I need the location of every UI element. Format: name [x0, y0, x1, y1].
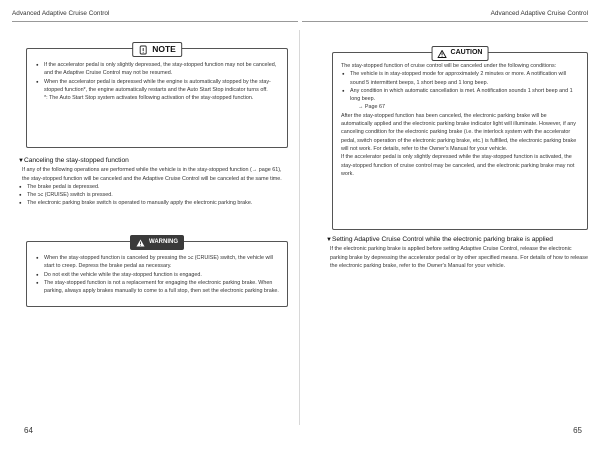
warning-tag	[130, 235, 184, 250]
header-rule-right	[302, 21, 588, 22]
caution-para-1: After the stay-stopped function has been canceled, the electronic parking brake will be automatically applied and the electronic parking brake indicator light will illuminate. However, if any canceling condition for the electronic parking brake (i.e. the interlock system with the accelerator pedal, switch operation of the electronic parking brake, etc.) is fulfilled, the electronic parking brake will not work. For details, refer to the Owner's Manual for your vehicle.	[341, 112, 577, 152]
right-page	[300, 0, 600, 450]
note-title: NOTE	[152, 44, 176, 55]
caution-intro: The stay-stopped function of cruise control will be canceled under the following conditions:	[341, 63, 557, 69]
note-list	[35, 61, 279, 94]
caution-item: ● Any condition in which automatic cancellation is met. A notification sounds 1 short beep and 1 long beep.	[341, 87, 579, 104]
cancel-list	[18, 183, 290, 208]
cancel-intro: If any of the following operations are performed while the vehicle is in the stay-stopped function (→ page 61), the stay-stopped function will be canceled and the Adaptive Cruise Control will be canceled at the same time.	[22, 167, 282, 182]
setting-section	[326, 236, 588, 270]
running-header-left: Advanced Adaptive Cruise Control	[12, 10, 110, 17]
caution-box	[332, 49, 588, 230]
caution-page-ref: → Page 67	[358, 104, 385, 111]
caution-list	[341, 70, 579, 103]
note-item: ● If the accelerator pedal is only slightly depressed, the stay-stopped function may not be canceled, and the Adaptive Cruise Control may not be resumed.	[35, 61, 279, 78]
page-number-right: 65	[573, 426, 582, 435]
warning-title: WARNING	[149, 239, 178, 246]
header-rule-left	[12, 21, 298, 22]
cancel-heading: ▼Canceling the stay-stopped function	[18, 157, 129, 164]
triangle-marker-icon: ▼	[326, 237, 332, 243]
caution-tag	[432, 46, 489, 61]
cancel-item: ● The ⫗ (CRUISE) switch is pressed.	[18, 191, 290, 199]
caution-item: ● The vehicle is in stay-stopped mode for approximately 2 minutes or more. A notification will sound 5 intermittent beeps, 1 short beep and 1 long beep.	[341, 70, 579, 87]
note-item: ● When the accelerator pedal is depressed while the engine is automatically stopped by the stay-stopped function*, the engine automatically restarts and the Auto Start Stop indicator turns off.	[35, 78, 279, 95]
cancel-item: ● The brake pedal is depressed.	[18, 183, 290, 191]
cancel-item: ● The electronic parking brake switch is operated to manually apply the electronic parking brake.	[18, 199, 290, 207]
note-footnote: *: The Auto Start Stop system activates following activation of the stay-stopped function.	[44, 95, 254, 102]
caution-para-2: If the accelerator pedal is only slightly depressed while the stay-stopped function is activated, the stay-stopped function of cruise control may be canceled, and the electronic parking brake may not work.	[341, 154, 575, 177]
warning-item: ● The stay-stopped function is not a replacement for engaging the electronic parking brake. When parking, always apply brakes manually to come to a full stop, then set the electronic parking brake.	[35, 279, 279, 296]
caution-triangle-icon	[438, 50, 447, 58]
warning-triangle-icon	[136, 239, 145, 247]
warning-box	[26, 241, 288, 307]
running-header-right: Advanced Adaptive Cruise Control	[490, 10, 588, 17]
warning-list	[35, 254, 279, 295]
setting-body: If the electronic parking brake is applied before setting Adaptive Cruise Control, release the electronic parking brake by depressing the accelerator pedal or by other specified means. For details of how to release the electronic parking brake, refer to the Owner's Manual for your vehicle.	[330, 246, 588, 269]
cancel-section	[18, 157, 290, 208]
warning-item: ● Do not exit the vehicle while the stay-stopped function is engaged.	[35, 271, 279, 279]
note-box	[26, 44, 288, 148]
page-number-left: 64	[24, 426, 33, 435]
note-tag	[132, 42, 182, 57]
hand-note-icon	[138, 45, 148, 55]
warning-item: ● When the stay-stopped function is canceled by pressing the ⫗ (CRUISE) switch, the vehicle will start to creep. Depress the brake pedal as necessary.	[35, 254, 279, 271]
triangle-marker-icon: ▼	[18, 158, 24, 164]
setting-heading: ▼Setting Adaptive Cruise Control while the electronic parking brake is applied	[326, 236, 553, 243]
caution-title: CAUTION	[450, 49, 483, 57]
cruise-switch-icon: ⫗	[37, 192, 44, 199]
cruise-switch-icon: ⫗	[187, 255, 194, 261]
